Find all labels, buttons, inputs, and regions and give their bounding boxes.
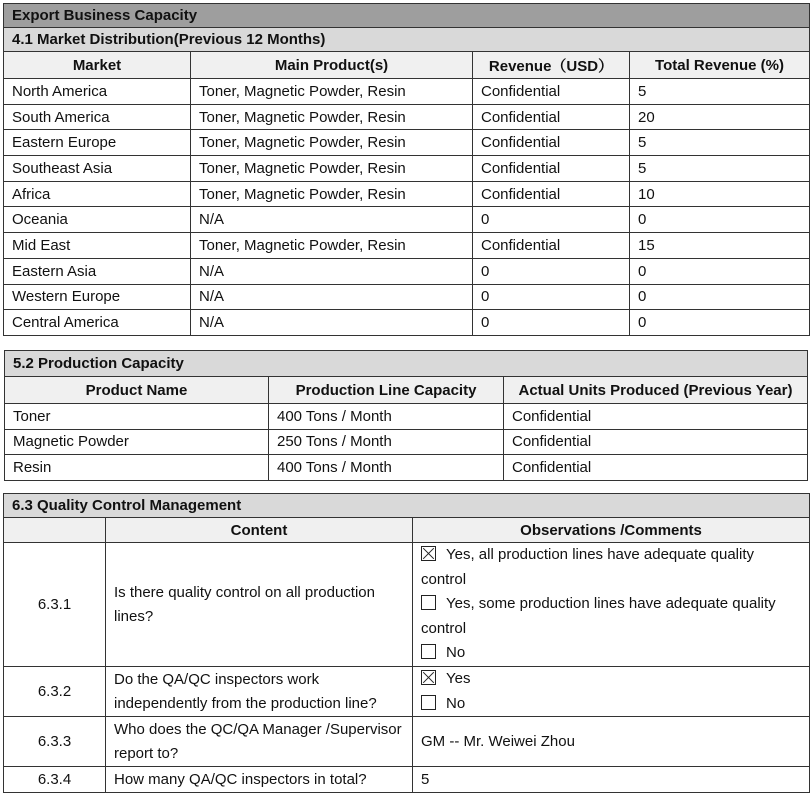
production-capacity-table: [4, 350, 808, 481]
line-capacity-cell: 400 Tons / Month: [269, 404, 504, 430]
revenue-cell: 0: [473, 310, 630, 336]
header-market: Market: [4, 52, 191, 79]
main-products-cell: Toner, Magnetic Powder, Resin: [191, 233, 473, 259]
total-revenue-cell: 0: [630, 284, 810, 310]
market-cell: Western Europe: [4, 284, 191, 310]
header-actual-units: Actual Units Produced (Previous Year): [504, 377, 808, 404]
total-revenue-cell: 0: [630, 310, 810, 336]
checkbox-icon[interactable]: [421, 595, 436, 610]
option-label: Yes, all production lines have adequate quality control: [421, 546, 754, 588]
revenue-cell: 0: [473, 284, 630, 310]
total-revenue-cell: 5: [630, 130, 810, 156]
header-product-name: Product Name: [5, 377, 269, 404]
option-label: No: [446, 694, 466, 712]
product-name-cell: Magnetic Powder: [5, 429, 269, 455]
option-label: No: [446, 644, 466, 662]
qc-row-6-3-1: [4, 543, 810, 667]
qc-section-title: 6.3 Quality Control Management: [4, 494, 810, 518]
main-products-cell: N/A: [191, 310, 473, 336]
option-some-lines[interactable]: [421, 592, 801, 641]
table-row: [4, 258, 810, 284]
option-label: Yes, some production lines have adequate quality control: [421, 595, 776, 637]
qc-answer: 5: [413, 767, 810, 793]
export-title: Export Business Capacity: [4, 4, 810, 28]
total-revenue-cell: 0: [630, 258, 810, 284]
product-name-cell: Resin: [5, 455, 269, 481]
total-revenue-cell: 5: [630, 79, 810, 105]
qc-answer: GM -- Mr. Weiwei Zhou: [413, 717, 810, 767]
option-no[interactable]: [421, 692, 801, 717]
table-row: [4, 284, 810, 310]
table-row: [4, 130, 810, 156]
header-revenue: Revenue（USD）: [473, 52, 630, 79]
header-id: [4, 518, 106, 543]
main-products-cell: Toner, Magnetic Powder, Resin: [191, 156, 473, 182]
quality-control-table: [3, 493, 810, 793]
qc-id: 6.3.2: [4, 667, 106, 717]
revenue-cell: 0: [473, 258, 630, 284]
header-total-revenue: Total Revenue (%): [630, 52, 810, 79]
actual-units-cell: Confidential: [504, 429, 808, 455]
revenue-cell: Confidential: [473, 79, 630, 105]
qc-row-6-3-4: [4, 767, 810, 793]
production-section-title: 5.2 Production Capacity: [5, 351, 808, 377]
total-revenue-cell: 0: [630, 207, 810, 233]
qc-question: Do the QA/QC inspectors work independently from the production line?: [106, 667, 413, 717]
actual-units-cell: Confidential: [504, 455, 808, 481]
main-products-cell: N/A: [191, 258, 473, 284]
revenue-cell: 0: [473, 207, 630, 233]
market-cell: Mid East: [4, 233, 191, 259]
market-cell: Oceania: [4, 207, 191, 233]
option-all-lines[interactable]: [421, 543, 801, 592]
table-row: [4, 207, 810, 233]
option-no[interactable]: [421, 641, 801, 666]
market-distribution-table: [3, 3, 810, 336]
table-row: [4, 181, 810, 207]
revenue-cell: Confidential: [473, 181, 630, 207]
checkbox-icon[interactable]: [421, 695, 436, 710]
header-observations: Observations /Comments: [413, 518, 810, 543]
qc-question: Is there quality control on all production lines?: [106, 543, 413, 667]
main-products-cell: Toner, Magnetic Powder, Resin: [191, 130, 473, 156]
revenue-cell: Confidential: [473, 104, 630, 130]
revenue-cell: Confidential: [473, 233, 630, 259]
market-cell: Southeast Asia: [4, 156, 191, 182]
qc-question: Who does the QC/QA Manager /Supervisor report to?: [106, 717, 413, 767]
table-row: [4, 79, 810, 105]
option-yes[interactable]: [421, 667, 801, 692]
line-capacity-cell: 400 Tons / Month: [269, 455, 504, 481]
table-row: [5, 455, 808, 481]
qc-id: 6.3.4: [4, 767, 106, 793]
market-cell: South America: [4, 104, 191, 130]
qc-id: 6.3.3: [4, 717, 106, 767]
checkbox-icon[interactable]: [421, 644, 436, 659]
market-section-title: 4.1 Market Distribution(Previous 12 Months): [4, 28, 810, 52]
main-products-cell: N/A: [191, 207, 473, 233]
line-capacity-cell: 250 Tons / Month: [269, 429, 504, 455]
total-revenue-cell: 20: [630, 104, 810, 130]
total-revenue-cell: 5: [630, 156, 810, 182]
market-cell: Central America: [4, 310, 191, 336]
header-main-products: Main Product(s): [191, 52, 473, 79]
qc-row-6-3-2: [4, 667, 810, 717]
main-products-cell: Toner, Magnetic Powder, Resin: [191, 79, 473, 105]
main-products-cell: N/A: [191, 284, 473, 310]
qc-row-6-3-3: [4, 717, 810, 767]
checkbox-checked-icon[interactable]: [421, 670, 436, 685]
table-row: [4, 233, 810, 259]
option-label: Yes: [446, 670, 471, 687]
table-row: [4, 310, 810, 336]
table-row: [5, 404, 808, 430]
actual-units-cell: Confidential: [504, 404, 808, 430]
table-row: [4, 104, 810, 130]
product-name-cell: Toner: [5, 404, 269, 430]
checkbox-checked-icon[interactable]: [421, 546, 436, 561]
table-row: [4, 156, 810, 182]
total-revenue-cell: 15: [630, 233, 810, 259]
table-row: [5, 429, 808, 455]
qc-id: 6.3.1: [4, 543, 106, 667]
revenue-cell: Confidential: [473, 156, 630, 182]
header-line-capacity: Production Line Capacity: [269, 377, 504, 404]
header-content: Content: [106, 518, 413, 543]
main-products-cell: Toner, Magnetic Powder, Resin: [191, 104, 473, 130]
revenue-cell: Confidential: [473, 130, 630, 156]
market-cell: Eastern Asia: [4, 258, 191, 284]
market-cell: Africa: [4, 181, 191, 207]
total-revenue-cell: 10: [630, 181, 810, 207]
market-cell: North America: [4, 79, 191, 105]
qc-question: How many QA/QC inspectors in total?: [106, 767, 413, 793]
market-cell: Eastern Europe: [4, 130, 191, 156]
main-products-cell: Toner, Magnetic Powder, Resin: [191, 181, 473, 207]
